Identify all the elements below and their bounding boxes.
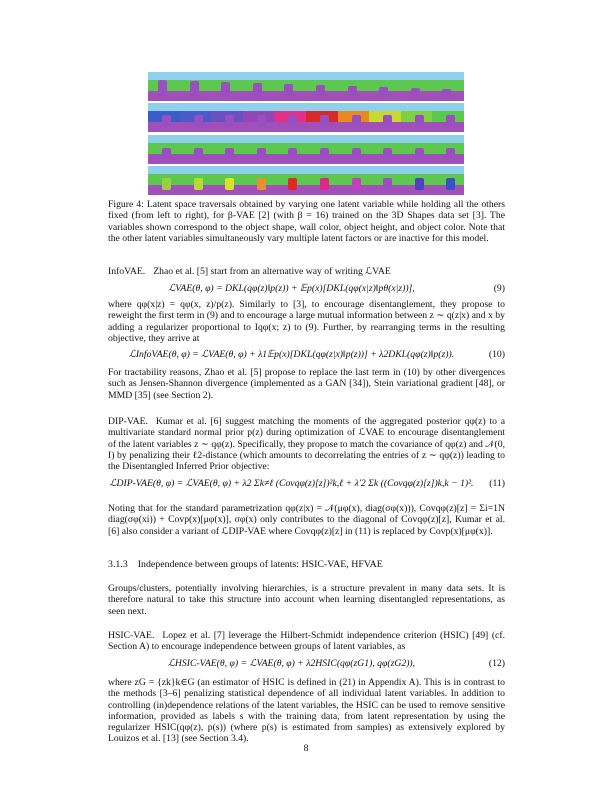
traversal-tile: [432, 103, 464, 132]
traversal-row-object-shape: [148, 72, 464, 101]
traversal-tile: [211, 135, 243, 164]
traversal-tile: [306, 166, 338, 195]
section-number: 3.1.3: [108, 559, 128, 570]
traversal-tile: [401, 72, 433, 101]
traversal-tile: [148, 103, 180, 132]
dipvae-runin: DIP-VAE.: [108, 416, 148, 427]
equation-10-body: ℒInfoVAE(θ, φ) = ℒVAE(θ, φ) + λ1𝔼p(x)[DKL(qφ(z|x)‖p(z))] + λ2DKL(qφ(z)‖p(z)).: [128, 349, 455, 360]
equation-11-number: (11): [489, 478, 505, 489]
dipvae-paragraph-2: Noting that for the standard parametrization qφ(z|x) = 𝒩(μφ(x), diag(σφ(x))), Covqφ(z)[z] = Σi=1N diag(σφ(xi)) + Covp(x)[μφ(x)], σφ(x) only contributes to the diagonal of Covqφ(z)[z], Kumar et al. [6] also consider a variant of ℒDIP-VAE where Covqφ(z)[z] in (11) is replaced by Covp(x)[μφ(x)].: [108, 503, 505, 537]
dipvae-text: Kumar et al. [6] suggest matching the moments of the aggregated posterior qφ(z) to a multivariate standard normal prior p(z) during optimization of ℒVAE to encourage disentanglement of the latent variables z ∼ qφ(z). Specifically, they propose to match the covariance of qφ(z) and 𝒩(0, I) by penalizing their ℓ2-distance (which amounts to decorrelating the entries of z ∼ qφ(z)) leading to the Disentangled Inferred Prior objective:: [108, 416, 505, 473]
dipvae-paragraph: [108, 416, 505, 472]
hsicvae-intro-text: Lopez et al. [7] leverage the Hilbert-Schmidt independence criterion (HSIC) [49] (cf. Section A) to encourage independence between groups of latent variables, as: [108, 630, 505, 653]
traversal-tile: [243, 166, 275, 195]
traversal-tile: [432, 166, 464, 195]
page-number: 8: [303, 743, 309, 754]
traversal-tile: [338, 135, 370, 164]
equation-11-body: ℒDIP-VAE(θ, φ) = ℒVAE(θ, φ) + λ2 Σk≠ℓ (Covqφ(z)[z])²k,ℓ + λ′2 Σk ((Covqφ(z)[z])k,k − 1)².: [109, 478, 474, 489]
traversal-tile: [211, 72, 243, 101]
traversal-tile: [306, 135, 338, 164]
equation-9-body: ℒVAE(θ, φ) = DKL(qφ(z)‖p(z)) + 𝔼p(x)[DKL(qφ(x|z)‖pθ(x|z))],: [168, 283, 415, 294]
traversal-tile: [180, 72, 212, 101]
traversal-row-object-color: [148, 166, 464, 195]
traversal-tile: [274, 166, 306, 195]
traversal-tile: [211, 103, 243, 132]
traversal-tile: [274, 103, 306, 132]
section-paragraph: Groups/clusters, potentially involving hierarchies, is a structure prevalent in many data sets. It is therefore natural to take this structure into account when learning disentangled representations, as seen next.: [108, 583, 505, 617]
equation-10-number: (10): [488, 349, 505, 360]
traversal-tile: [369, 103, 401, 132]
traversal-tile: [369, 72, 401, 101]
traversal-tile: [211, 166, 243, 195]
traversal-tile: [338, 103, 370, 132]
traversal-tile: [338, 166, 370, 195]
traversal-tile: [243, 135, 275, 164]
traversal-tile: [432, 135, 464, 164]
figure-caption: Figure 4: Latent space traversals obtained by varying one latent variable while holding all the others fixed (from left to right), for β-VAE [2] (with β = 16) trained on the 3D Shapes data set [3]. The variables shown correspond to the object shape, wall color, object height, and object color. Note that the other latent variables simultaneously vary multiple latent factors or are inactive for this model.: [108, 199, 505, 244]
traversal-tile: [148, 166, 180, 195]
traversal-tile: [180, 166, 212, 195]
traversal-tile: [401, 135, 433, 164]
section-title: Independence between groups of latents: HSIC-VAE, HFVAE: [137, 559, 383, 570]
traversal-tile: [306, 72, 338, 101]
hsicvae-intro: [108, 630, 505, 653]
equation-12-number: (12): [488, 658, 505, 669]
infovae-paragraph: where qφ(x|z) = qφ(x, z)/p(z). Similarly to [3], to encourage disentanglement, they propose to reweight the first term in (9) and to encourage a large mutual information between z ∼ q(z|x) and x by adding a regularizer proportional to Iqφ(x; z) to (9). Further, by rearranging terms in the resulting objective, they arrive at: [108, 299, 505, 344]
traversal-tile: [306, 103, 338, 132]
infovae-intro: [108, 266, 505, 277]
latent-traversal-figure: [148, 72, 464, 195]
traversal-tile: [274, 72, 306, 101]
traversal-tile: [180, 135, 212, 164]
traversal-tile: [401, 166, 433, 195]
traversal-tile: [180, 103, 212, 132]
traversal-tile: [338, 72, 370, 101]
traversal-tile: [369, 166, 401, 195]
traversal-row-wall-color: [148, 103, 464, 132]
infovae-paragraph-2: For tractability reasons, Zhao et al. [5] propose to replace the last term in (10) by other divergences such as Jensen-Shannon divergence (implemented as a GAN [34]), Stein variational gradient [48], or MMD [35] (see Section 2).: [108, 367, 505, 401]
section-heading: [108, 559, 383, 570]
hsicvae-paragraph: where zG = {zk}k∈G (an estimator of HSIC is defined in (21) in Appendix A). This is in contrast to the methods [3–6] penalizing statistical dependence of all individual latent variables. In addition to controlling (in)dependence relations of the latent variables, the HSIC can be used to remove sensitive information, provided as labels s with the training data, from latent representation by using the regularizer HSIC(qφ(z), p(s)) (where p(s) is estimated from samples) as extensively explored by Louizos et al. [13] (see Section 3.4).: [108, 677, 505, 745]
hsicvae-runin: HSIC-VAE.: [108, 630, 155, 641]
traversal-tile: [148, 135, 180, 164]
traversal-tile: [369, 135, 401, 164]
traversal-tile: [401, 103, 433, 132]
traversal-tile: [148, 72, 180, 101]
equation-9-number: (9): [493, 283, 505, 294]
infovae-intro-text: Zhao et al. [5] start from an alternative way of writing ℒVAE: [153, 266, 391, 277]
traversal-tile: [274, 135, 306, 164]
traversal-tile: [243, 72, 275, 101]
traversal-tile: [243, 103, 275, 132]
infovae-runin: InfoVAE.: [108, 266, 146, 277]
equation-12-body: ℒHSIC-VAE(θ, φ) = ℒVAE(θ, φ) + λ2HSIC(qφ(zG1), qφ(zG2)),: [167, 658, 416, 669]
traversal-row-object-height: [148, 135, 464, 164]
traversal-tile: [432, 72, 464, 101]
